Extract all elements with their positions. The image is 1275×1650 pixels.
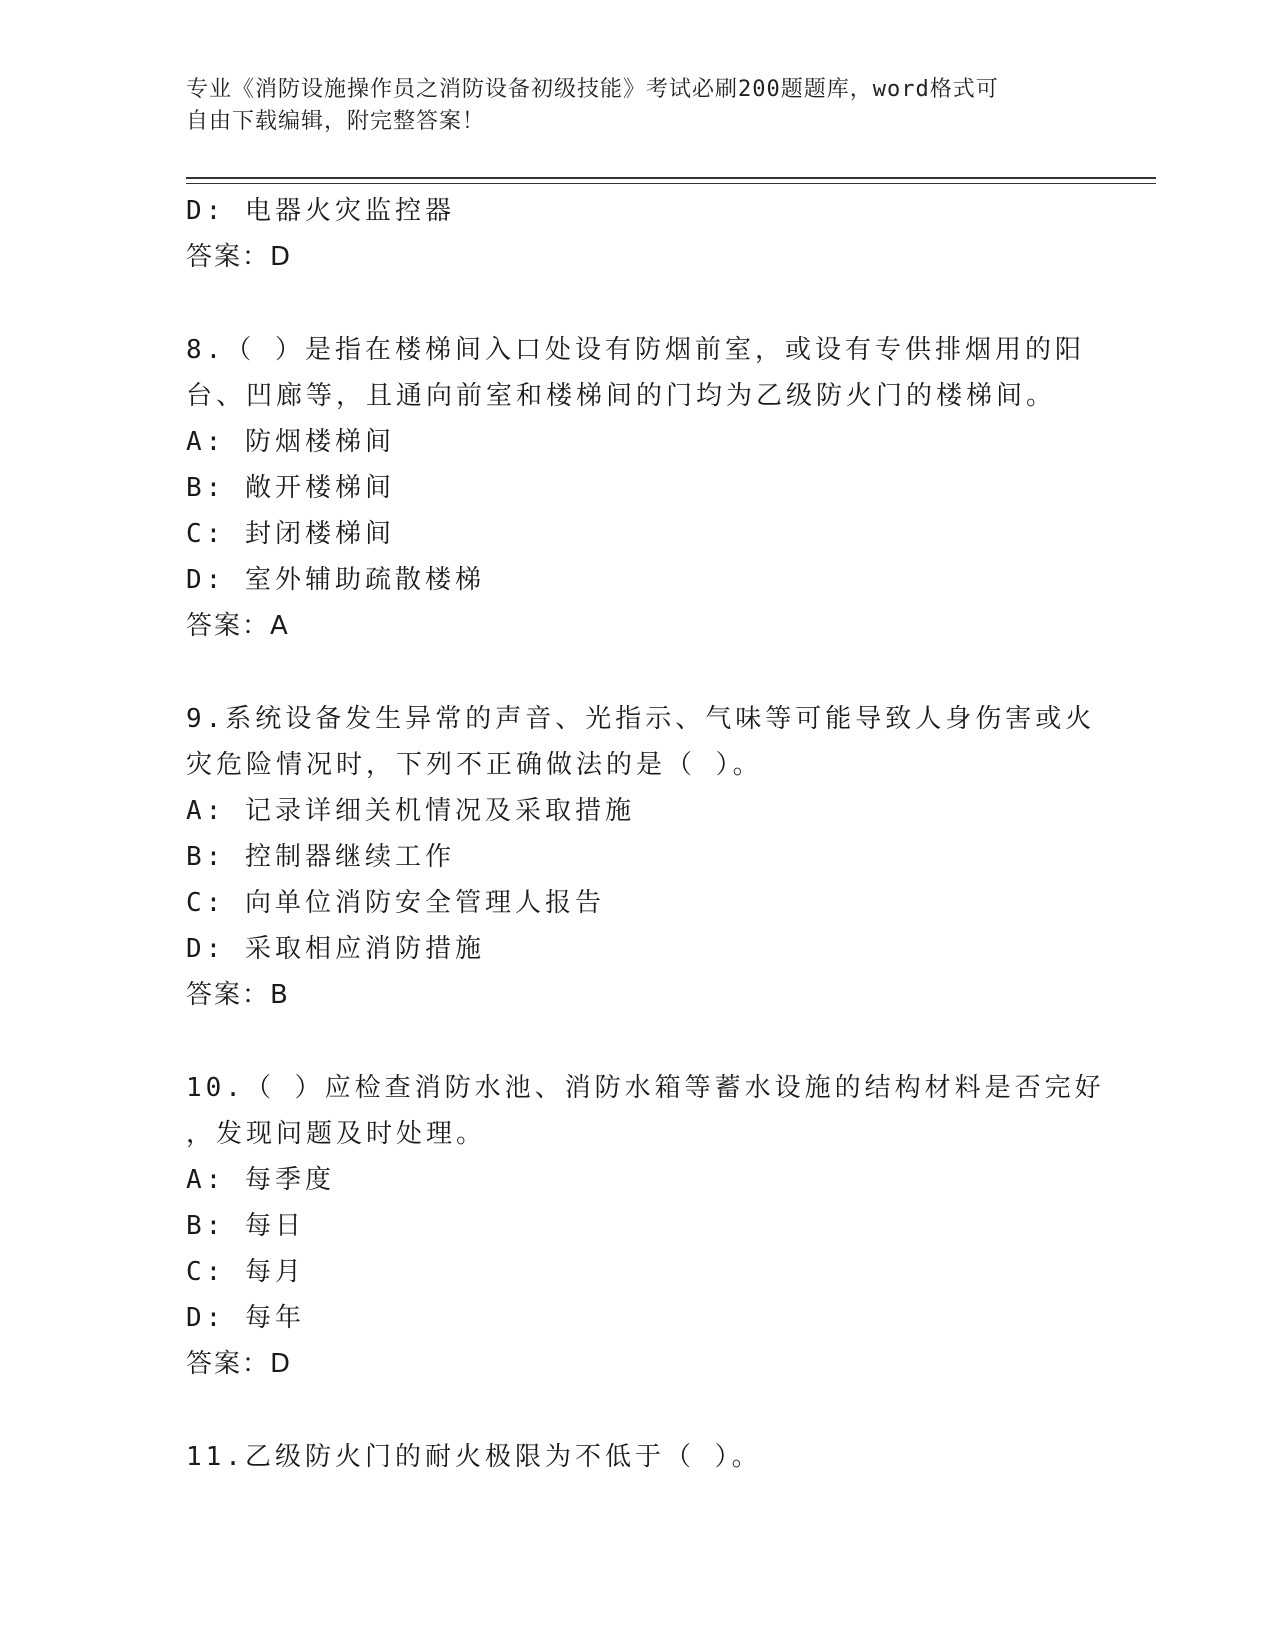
- option-d: D: 每年: [186, 1303, 305, 1333]
- header-rule-thin: [186, 183, 1156, 184]
- option-c: C: 每月: [186, 1257, 305, 1287]
- option-b: B: 敞开楼梯间: [186, 473, 395, 503]
- answer-line: 答案：B: [186, 980, 290, 1010]
- question-block-7: [186, 188, 1086, 280]
- question-stem-line: 8.（ ）是指在楼梯间入口处设有防烟前室，或设有专供排烟用的阳: [186, 335, 1085, 365]
- answer-line: 答案：D: [186, 242, 293, 272]
- option-a: A: 防烟楼梯间: [186, 427, 395, 457]
- option-c: C: 封闭楼梯间: [186, 519, 395, 549]
- header-line-1: 专业《消防设施操作员之消防设备初级技能》考试必刷200题题库，word格式可: [186, 77, 999, 102]
- header-line-2: 自由下载编辑，附完整答案！: [186, 109, 486, 134]
- answer-line: 答案：D: [186, 1349, 293, 1379]
- option-a: A: 每季度: [186, 1165, 335, 1195]
- option-a: A: 记录详细关机情况及采取措施: [186, 796, 635, 826]
- question-block-9: [186, 696, 1096, 1018]
- question-stem-line: ，发现问题及时处理。: [186, 1119, 487, 1149]
- option-c: C: 向单位消防安全管理人报告: [186, 888, 605, 918]
- option-b: B: 控制器继续工作: [186, 842, 455, 872]
- question-stem-line: 灾危险情况时，下列不正确做法的是（ ）。: [186, 750, 763, 780]
- document-header: [186, 74, 1086, 138]
- question-stem-line: 9.系统设备发生异常的声音、光指示、气味等可能导致人身伤害或火: [186, 704, 1096, 734]
- question-block-11: [186, 1434, 1086, 1480]
- option-b: B: 每日: [186, 1211, 305, 1241]
- question-block-10: [186, 1065, 1105, 1387]
- question-block-8: [186, 327, 1086, 649]
- header-rule-thick: [186, 177, 1156, 179]
- question-list: [186, 188, 1105, 1480]
- option-d: D: 采取相应消防措施: [186, 934, 485, 964]
- answer-line: 答案：A: [186, 611, 290, 641]
- question-stem-line: 10.（ ）应检查消防水池、消防水箱等蓄水设施的结构材料是否完好: [186, 1073, 1105, 1103]
- question-stem-line: 台、凹廊等，且通向前室和楼梯间的门均为乙级防火门的楼梯间。: [186, 381, 1057, 411]
- option-d: D: 室外辅助疏散楼梯: [186, 565, 485, 595]
- option-d: D: 电器火灾监控器: [186, 196, 455, 226]
- question-stem-line: 11.乙级防火门的耐火极限为不低于（ ）。: [186, 1442, 762, 1472]
